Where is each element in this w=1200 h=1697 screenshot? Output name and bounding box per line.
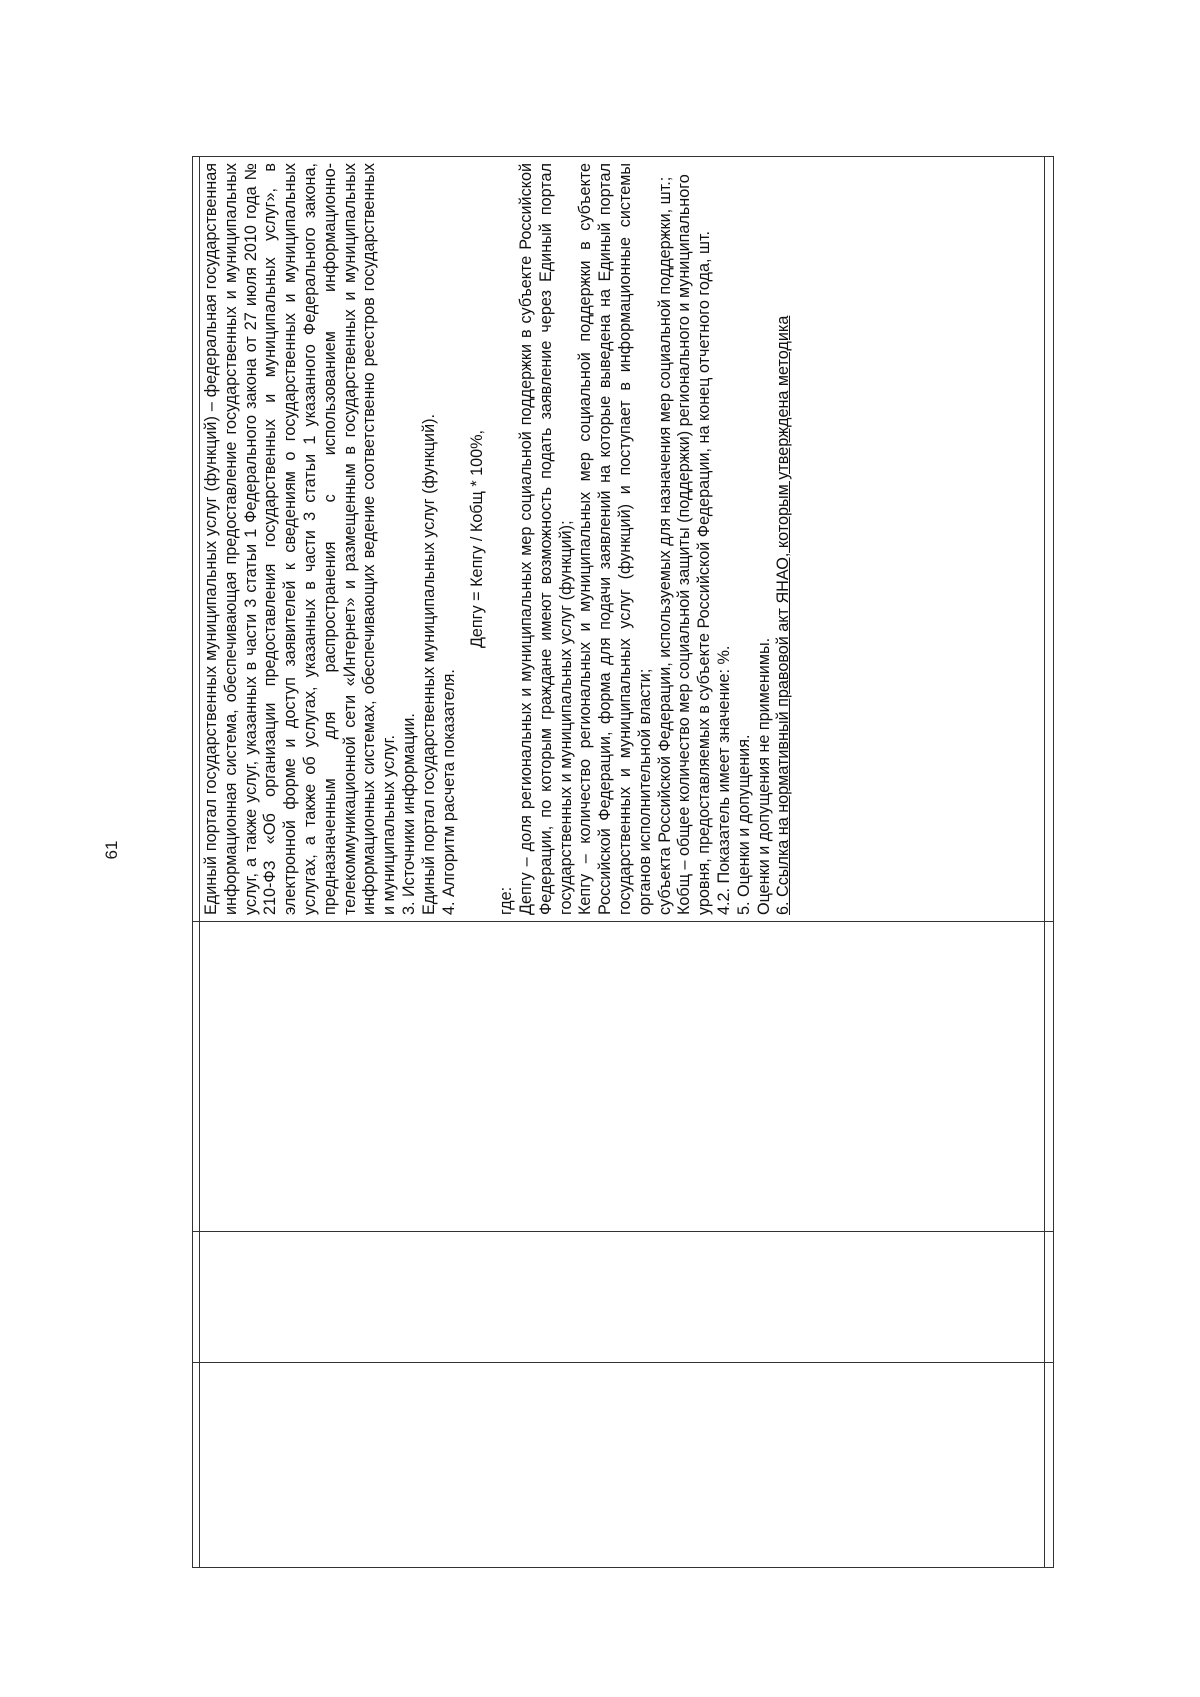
table-cell	[1045, 157, 1053, 921]
table-cell-empty	[200, 921, 1044, 1231]
regulation-link-line: 6. Ссылка на нормативный правовой акт ЯНАО, которым утверждена методика	[774, 315, 793, 915]
sources-text: Единый портал государственных муниципальных услуг (функций).	[419, 413, 438, 915]
table-cell	[1045, 1362, 1053, 1567]
definition-kepgu-continued: субъекта Российской Федерации, используемых для назначения мер социальной поддержки, шт.;	[655, 176, 674, 915]
portal-definition-paragraph: Единый портал государственных муниципальных услуг (функций) – федеральная государственная информационная система, обеспечивающая предоставление государственных и муниципальных услуг, а также услуг, указанных в части 3 статьи 1 Федерального закона от 27 июля 2010 года № 210-ФЗ «Об организации предоставления государственных и муниципальных услуг», в электронной форме и доступ заявителей к сведениям о государственных и муниципальных услугах, а также об услугах, указанных в части 3 статьи 1 указанного Федерального закона, предназначенным для распространения с использованием информационно-телекоммуникационной сети «Интернет» и размещенным в государственных и муниципальных информационных системах, обеспечивающих ведение соответственно реестров государственных и муниципальных услуг.	[202, 163, 399, 915]
table-cell	[193, 157, 199, 921]
table-cell	[1045, 921, 1053, 1231]
table-row-main	[200, 157, 1044, 1567]
indicator-description-cell	[200, 157, 1044, 921]
table-cell-empty	[200, 1362, 1044, 1567]
table-row-top	[193, 157, 200, 1567]
unit-line: 4.2. Показатель имеет значение: %.	[714, 645, 733, 915]
estimates-heading: 5. Оценки и допущения.	[734, 734, 753, 915]
definition-kobsch-continued: уровня, предоставляемых в субъекте Российской Федерации, на конец отчетного года, шт.	[695, 230, 714, 915]
table-cell-empty	[200, 1231, 1044, 1362]
table-cell	[193, 1231, 199, 1362]
where-label: где:	[497, 886, 516, 915]
indicator-table	[192, 156, 1054, 1568]
table-cell	[193, 921, 199, 1231]
sources-heading: 3. Источники информации.	[399, 713, 418, 915]
table-cell	[193, 1362, 199, 1567]
page-number: 61	[102, 840, 121, 860]
algorithm-heading: 4. Алгоритм расчета показателя.	[439, 669, 458, 915]
definition-kepgu: Кепгу – количество региональных и муниципальных мер социальной поддержки в субъекте Российской Федерации, форма для подачи заявлений на которые выведена на Единый портал государственных и муниципальных услуг (функций) и поступает в информационные системы органов исполнительной власти;	[576, 163, 654, 915]
estimates-text: Оценки и допущения не применимы.	[754, 637, 773, 915]
definition-depgu: Депгу – доля региональных и муниципальных мер социальной поддержки в субъекте Российской Федерации, по которым граждане имеют возможность подать заявление через Единый портал государственных и муниципальных услуг (функций);	[516, 163, 575, 915]
table-row-bottom	[1044, 157, 1053, 1567]
definition-kobsch: Кобщ – общее количество мер социальной защиты (поддержки) регионального и муниципального	[675, 174, 694, 915]
formula: Депгу = Кепгу / Кобщ * 100%,	[468, 429, 487, 649]
table-cell	[1045, 1231, 1053, 1362]
